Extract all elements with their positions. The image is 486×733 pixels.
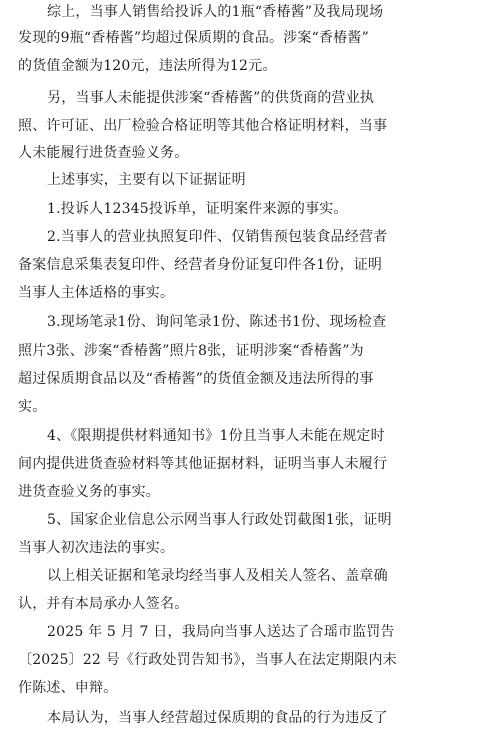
text-line-8: 1.投诉人12345投诉单，证明案件来源的事实。 <box>47 201 348 217</box>
text-line-14: 超过保质期食品以及“香椿酱”的货值金额及违法所得的事 <box>18 371 374 387</box>
text-line-16: 4、《限期提供材料通知书》1份且当事人未能在规定时 <box>47 428 385 444</box>
text-line-7: 上述事实，主要有以下证据证明 <box>47 172 246 188</box>
text-line-22: 认，并有本局承办人签名。 <box>18 596 189 612</box>
text-line-17: 间内提供进货查验材料等其他证据材料，证明当事人未履行 <box>18 456 388 472</box>
text-line-2: 发现的9瓶“香椿酱”均超过保质期的食品。涉案“香椿酱” <box>18 30 369 46</box>
text-line-25: 作陈述、申辩。 <box>18 680 118 696</box>
text-line-24: 〔2025〕22 号《行政处罚告知书》，当事人在法定期限内未 <box>18 652 397 668</box>
text-line-12: 3.现场笔录1份、询问笔录1份、陈述书1份、现场检查 <box>47 314 387 330</box>
text-line-11: 当事人主体适格的事实。 <box>18 285 175 301</box>
text-line-9: 2.当事人的营业执照复印件、仅销售预包装食品经营者 <box>47 229 388 245</box>
text-line-15: 实。 <box>18 399 47 415</box>
text-line-6: 人未能履行进货查验义务。 <box>18 145 189 161</box>
text-line-1: 综上，当事人销售给投诉人的1瓶“香椿酱”及我局现场 <box>47 4 384 20</box>
text-line-4: 另，当事人未能提供涉案“香椿酱”的供货商的营业执 <box>47 90 375 106</box>
text-line-13: 照片3张、涉案“香椿酱”照片8张，证明涉案“香椿酱”为 <box>18 343 364 359</box>
text-line-19: 5、国家企业信息公示网当事人行政处罚截图1张，证明 <box>47 512 392 528</box>
text-line-18: 进货查验义务的事实。 <box>18 484 160 500</box>
text-line-5: 照、许可证、出厂检验合格证明等其他合格证明材料，当事 <box>18 118 388 134</box>
text-line-26: 本局认为，当事人经营超过保质期的食品的行为违反了 <box>47 710 388 726</box>
text-line-20: 当事人初次违法的事实。 <box>18 540 175 556</box>
text-line-23: 2025 年 5 月 7 日，我局向当事人送达了合瑶市监罚告 <box>47 624 395 640</box>
text-line-10: 备案信息采集表复印件、经营者身份证复印件各1份，证明 <box>18 257 383 273</box>
text-line-21: 以上相关证据和笔录均经当事人及相关人签名、盖章确 <box>47 568 388 584</box>
text-line-3: 的货值金额为120元，违法所得为12元。 <box>18 58 277 74</box>
